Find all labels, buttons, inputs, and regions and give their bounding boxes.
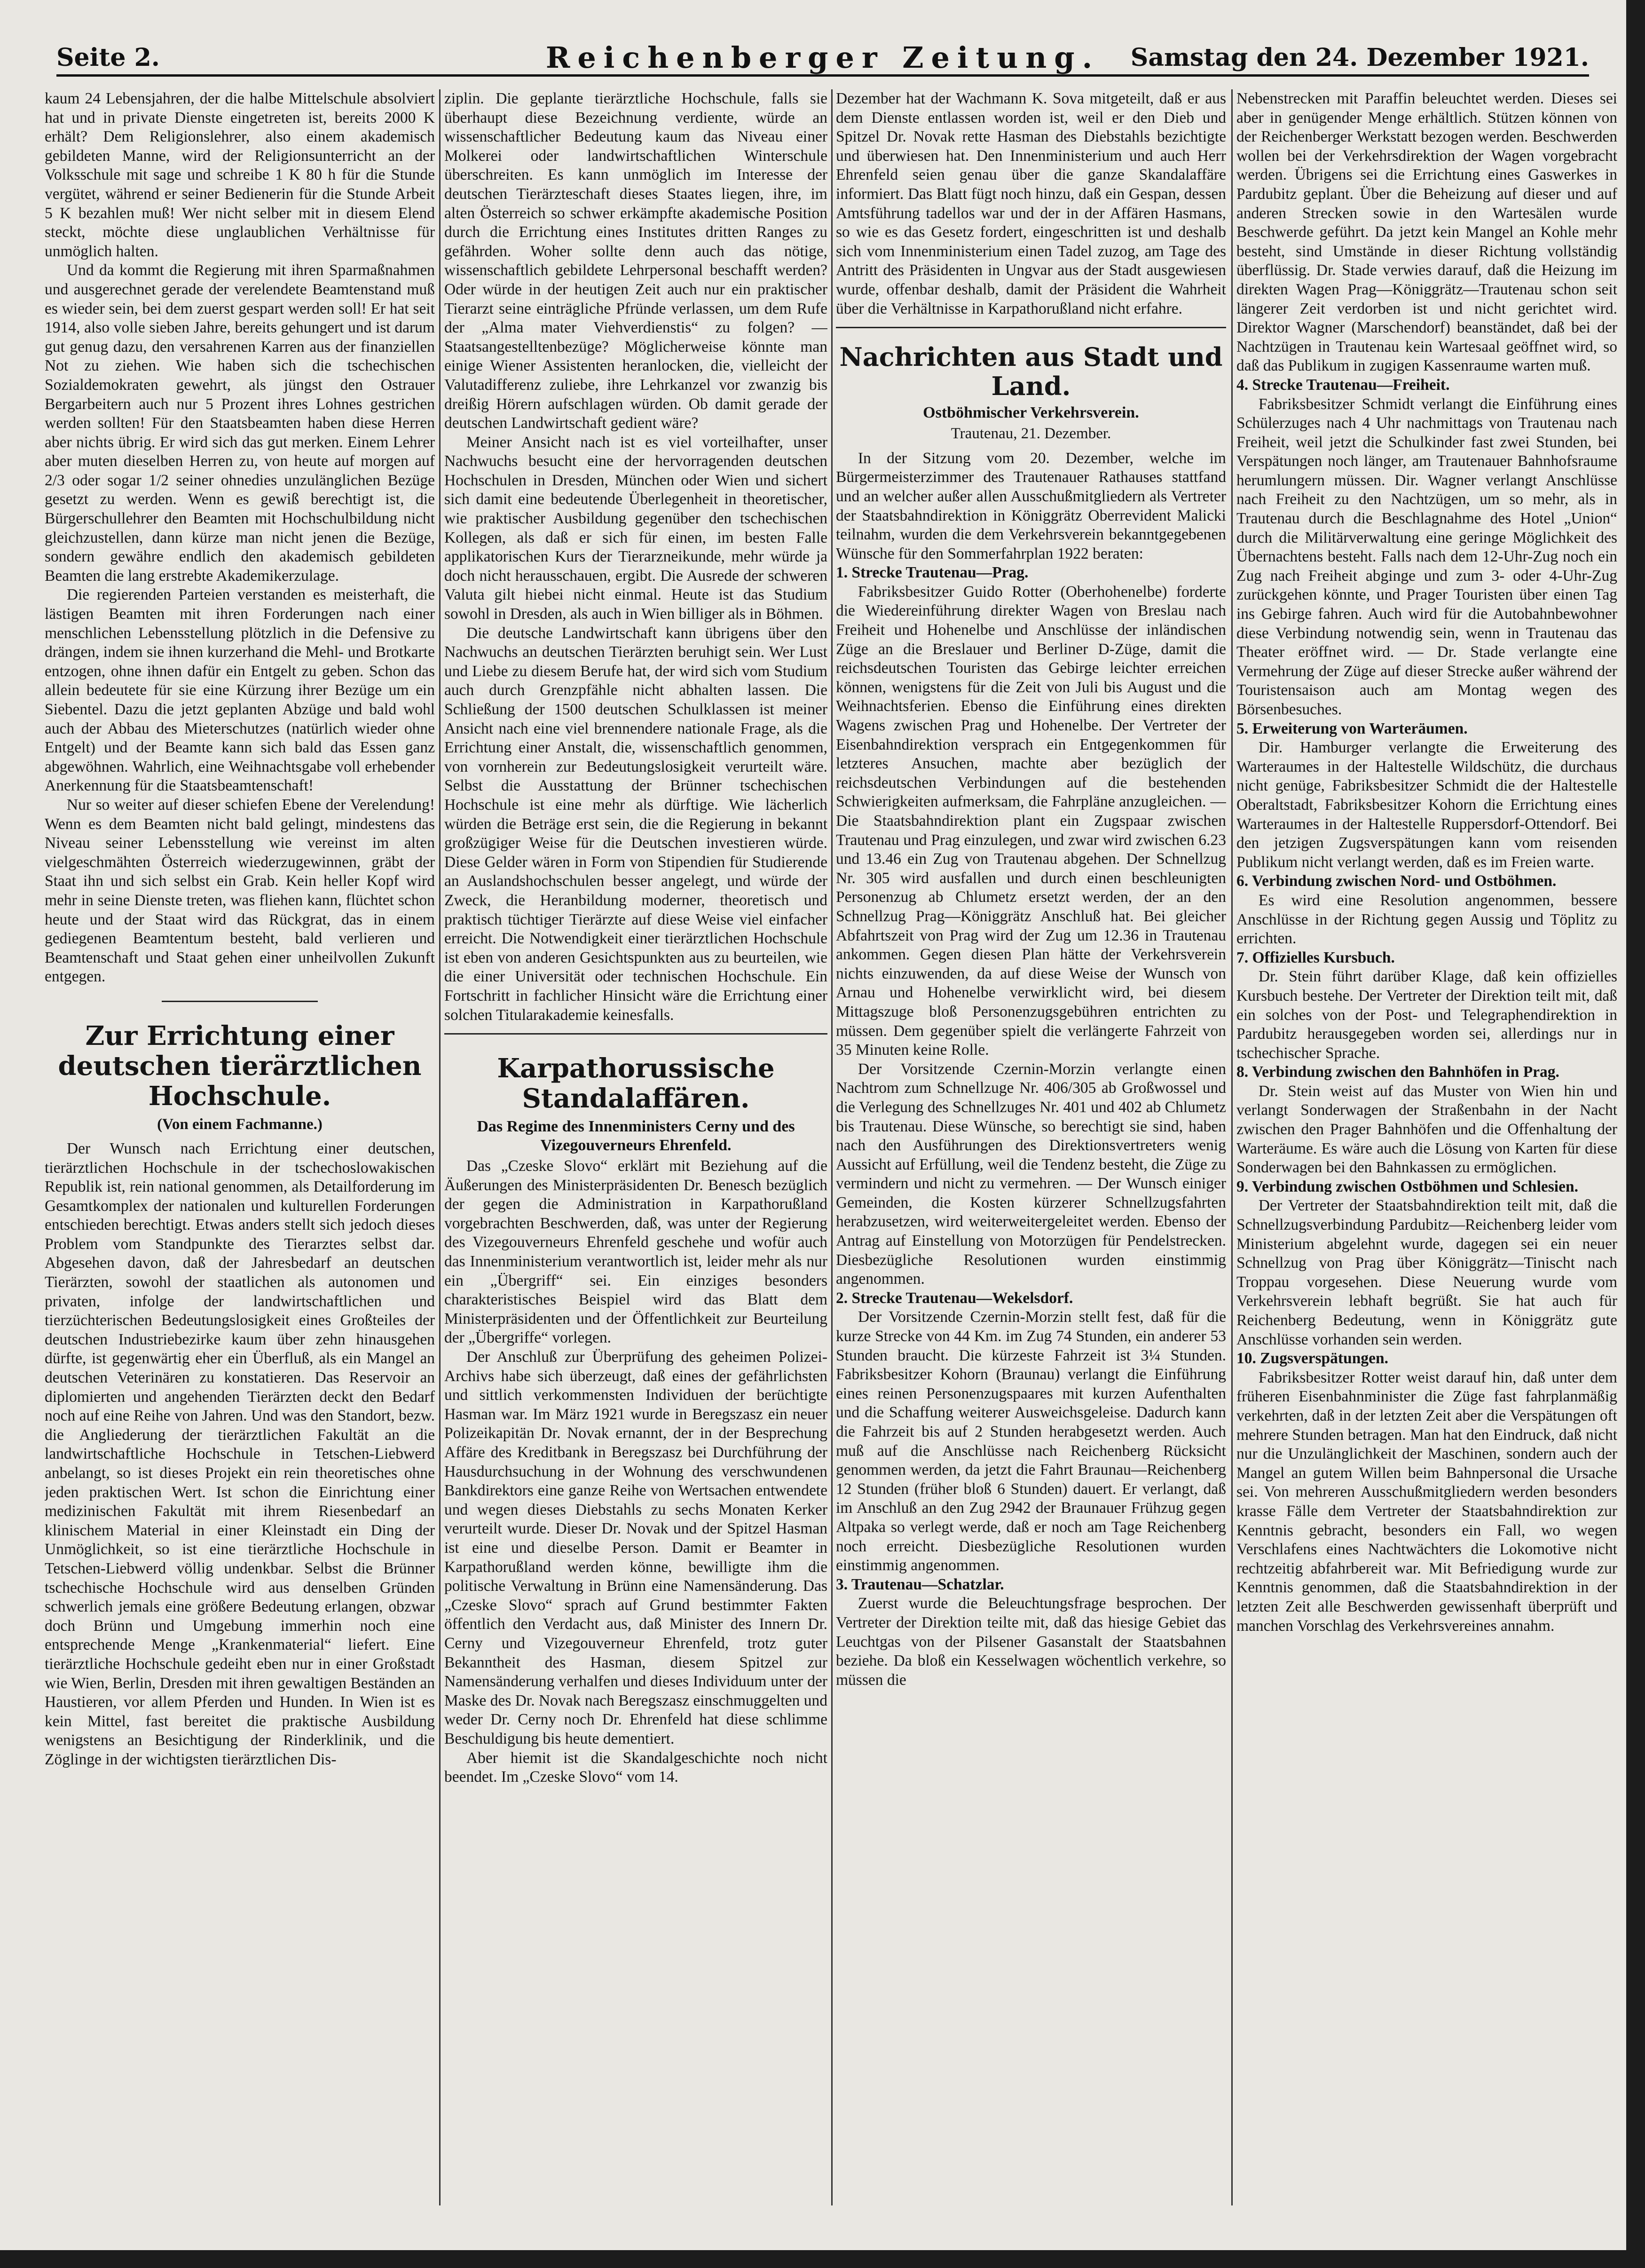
- column-rule: [439, 89, 441, 2205]
- paragraph: Dezember hat der Wachmann K. Sova mitgeteilt, daß er aus dem Dienste entlassen worden ist, weil er den Dieb und Spitzel Dr. Novak rette Hasman des Diebstahls bezichtigte und überwiesen hat. Den Innenministerium und auch Herr Ehrenfeld seien genau über die ganze Skandalaffäre informiert. Das Blatt fügt noch hinzu, daß ein Gespan, dessen Amtsführung tadellos war und der in der Affären Hasmans, so wie es das Gesetz fordert, eingeschritten ist und deshalb sich vom Innenministerium einen Tadel zuzog, am Tage des Antritt des Präsidenten in Ungvar aus der Stadt ausgewiesen wurde, offenbar deshalb, damit der Präsident die Wahrheit über die Verhältnisse in Karpathorußland nicht erfahre.: [836, 90, 1226, 317]
- paragraph: Der Vorsitzende Czernin-Morzin stellt fest, daß für die kurze Strecke von 44 Km. im Zug 74 Stunden, ein anderer 53 Stunden braucht. Die kürzeste Fahrzeit ist 3¼ Stunden. Fabriksbesitzer Kohorn (Braunau) verlangt die Einführung eines reinen Personenzugspaares mit kurzen Aufenthalten und die Schaffung weiterer Ausweichsgeleise. Dadurch kann die Fahrzeit bis auf 2 Stunden herabgesetzt werden. Auch muß auf die Anschlüsse nach Reichenberg Rücksicht genommen werden, da jetzt die Fahrt Braunau—Reichenberg 12 Stunden (früher bloß 6 Stunden) dauert. Er verlangt, daß im Anschluß an den Zug 2942 der Braunauer Frühzug gegen Altpaka so verlegt werde, daß er noch am Tage Reichenberg noch erreicht. Diesbezügliche Resolutionen wurden einstimmig angenommen.: [836, 1308, 1226, 1574]
- separator: [836, 327, 1226, 328]
- item-heading: 8. Verbindung zwischen den Bahnhöfen in Prag.: [1236, 1063, 1559, 1081]
- dateline: Trautenau, 21. Dezember.: [951, 425, 1111, 443]
- item-heading: 7. Offizielles Kursbuch.: [1236, 948, 1395, 966]
- paragraph: Nebenstrecken mit Paraffin beleuchtet werden. Dieses sei aber in genügender Menge erhältlich. Stützen können von der Reichenberger Werkstatt bezogen werden. Beschwerden wollen bei der Verkehrsdirektion der Wagen vorgebracht werden. Übrigens sei die Errichtung eines Gaswerkes in Pardubitz geplant. Über die Beheizung auf dieser und auf anderen Strecken sowie in den Wartesälen wurde Beschwerde geführt. Da jetzt kein Mangel an Kohle mehr besteht, sind Umstände in dieser Richtung vollständig überflüssig. Dr. Stade verwies darauf, daß die Heizung im direkten Wagen Prag—Königgrätz—Trautenau schon seit längerer Zeit verdorben ist und nicht gerichtet wird. Direktor Wagner (Marschendorf) beanständet, daß bei der Nachtzügen in Trautenau kein Wartesaal geöffnet wird, so daß das Publikum in zugigen Kassenraume warten muß.: [1236, 90, 1617, 375]
- paragraph: Der Vertreter der Staatsbahndirektion teilt mit, daß die Schnellzugsverbindung Pardubitz—Reichenberg leider vom Ministerium abgelehnt wurde, dagegen sei ein neuer Schnellzug von Prag über Königgrätz—Tinischt nach Troppau vorgesehen. Diese Neuerung wurde vom Verkehrsverein lebhaft begrüßt. Sie hat auch für Reichenberg Bedeutung, wenn in Königgrätz gute Anschlüsse vorhanden sein werden.: [1236, 1197, 1617, 1348]
- paragraph: Dr. Stein führt darüber Klage, daß kein offizielles Kursbuch bestehe. Der Vertreter der Direktion teilt mit, daß ein solches von der Post- und Telegraphendirektion in Pardubitz herausgegeben worden sei, allerdings nur in tschechischer Sprache.: [1236, 968, 1617, 1062]
- scan-border-bottom: [0, 2250, 1645, 2268]
- paragraph: Fabriksbesitzer Schmidt verlangt die Einführung eines Schülerzuges nach 4 Uhr nachmittags von Trautenau nach Freiheit, weil jetzt die Schulkinder fast zwei Stunden, bei Verspätungen noch länger, am Trautenauer Bahnhofsraume herumlungern müssen. Dir. Wagner verlangt Anschlüsse nach Freiheit zu den Nachtzügen, um so mehr, als in Trautenau durch die Beschlagnahme des Hotel „Union“ durch die Militärverwaltung eine geringe Möglichkeit des Übernachtens besteht. Falls nach dem 12-Uhr-Zug noch ein Zug nach Freiheit abginge und zum 3- oder 4-Uhr-Zug zurückgehen könnte, und Prager Touristen über einen Tag ins Gebirge fahren. Auch wird für die Autobahnbewohner diese Verbindung notwendig sein, wenn in Trautenau das Theater eröffnet wird. — Dr. Stade verlangte eine Vermehrung der Züge auf dieser Strecke außer während der Touristensaison auch am Montag wegen des Börsenbesuches.: [1236, 395, 1617, 718]
- article-byline: (Von einem Fachmanne.): [157, 1115, 323, 1133]
- paragraph: Dir. Hamburger verlangte die Erweiterung des Warteraumes in der Haltestelle Wildschütz, die durchaus nicht genüge, Fabriksbesitzer Schmidt die der Haltestelle Oberaltstadt, Fabriksbesitzer Kohorn die Errichtung eines Warteraumes in der Haltestelle Ruppersdorf-Ottendorf. Bei den jetzigen Zugsverspätungen kann vom reisenden Publikum nicht verlangt werden, daß es im Freien warte.: [1236, 739, 1617, 871]
- item-heading: 9. Verbindung zwischen Ostböhmen und Schlesien.: [1236, 1177, 1578, 1195]
- paragraph: Aber hiemit ist die Skandalgeschichte noch nicht beendet. Im „Czeske Slovo“ vom 14.: [444, 1749, 827, 1786]
- separator: [162, 1001, 318, 1002]
- page-header: [56, 41, 1589, 77]
- paragraph: Nur so weiter auf dieser schiefen Ebene der Verelendung! Wenn es dem Beamten nicht bald gelingt, mindestens das Niveau seiner Lebensstellung wie vereinst im alten vielgeschmähten Österreich wiederzugewinnen, gräbt der Staat ihn und sich selbst ein Grab. Kein heller Kopf wird mehr in seine Dienste treten, was fliehen kann, flüchtet schon heute und der Staat wird das Rückgrat, das in einem gediegenen Beamtentum besteht, bald verlieren und Beamtenschaft und Staat gehen einer unheilvollen Zukunft entgegen.: [45, 796, 435, 986]
- paragraph: Das „Czeske Slovo“ erklärt mit Beziehung auf die Äußerungen des Ministerpräsidenten Dr. Benesch bezüglich der gegen die Administration in Karpathorußland vorgebrachten Beschwerden, daß, was unter der Regierung des Vizegouverneurs Ehrenfeld geschehe und wofür auch das Innenministerium verantwortlich ist, leider mehr als nur ein „Übergriff“ sei. Ein einziges besonders charakteristisches Beispiel wird das Blatt dem Ministerpräsidenten und der Öffentlichkeit zur Beurteilung der „Übergriffe“ vorlegen.: [444, 1157, 827, 1347]
- section-subheadline: Ostböhmischer Verkehrsverein.: [923, 404, 1139, 422]
- column-rule: [831, 89, 833, 2205]
- column-2: [444, 89, 827, 2215]
- paragraph: Fabriksbesitzer Guido Rotter (Oberhohenelbe) forderte die Wiedereinführung direkter Wagen von Breslau nach Freiheit und Hohenelbe und Anschlüsse der inländischen Züge an die Breslauer und Berliner D-Züge, damit die reichsdeutschen Touristen das Gebirge leichter erreichen können, wenigstens für die Zeit von Juli bis August und die Weihnachtsferien. Ebenso die Einführung eines direkten Wagens zwischen Prag und Hohenelbe. Der Vertreter der Eisenbahndirektion versprach ein Entgegenkommen für letzteres Ansuchen, machte aber bezüglich der reichsdeutschen Verbindungen auf die bestehenden Schwierigkeiten aufmerksam, die Fahrpläne anzugleichen. — Die Staatsbahndirektion plant ein Zugspaar zwischen Trautenau und Prag einzulegen, und zwar wird zwischen 6.23 und 13.46 ein Zug von Trautenau abgehen. Der Schnellzug Nr. 305 wird ausfallen und durch einen beschleunigten Personenzug ab Chlumetz ersetzt werden, der an den Schnellzug Prag—Königgrätz Anschluß hat. Bei gleicher Abfahrtszeit von Prag wird der Zug um 12.36 in Trautenau ankommen. Gegen diesen Plan hätte der Verkehrsverein nichts einzuwenden, da auf diese Weise der Wunsch von Arnau und Hohenelbe verwirklicht wird, bei diesem Mittagszuge bloß Personenzugsgebühren entrichten zu müssen. Dem gegenüber spielt die verlängerte Fahrzeit von 35 Minuten keine Rolle.: [836, 583, 1226, 1059]
- paragraph: Die regierenden Parteien verstanden es meisterhaft, die lästigen Beamten mit ihren Forderungen nach einer menschlichen Lebensstellung plötzlich in die Defensive zu drängen, indem sie ihnen kurzerhand die Mehl- und Brotkarte entzogen, ohne ihnen dafür ein Entgelt zu geben. Schon das allein bedeutete für sie eine Kürzung ihrer Bezüge um ein Siebentel. Dazu die jetzt geplanten Abzüge und bald wohl auch der Abbau des Mieterschutzes (natürlich wieder ohne Entgelt) und der Beamte kann sich bald das Essen ganz abgewöhnen. Wahrlich, eine Weihnachtsgabe voll erhebender Anerkennung für die Staatsbeamtenschaft!: [45, 586, 435, 795]
- item-heading: 5. Erweiterung von Warteräumen.: [1236, 719, 1468, 737]
- item-heading: 2. Strecke Trautenau—Wekelsdorf.: [836, 1289, 1073, 1307]
- masthead: Reichenberger Zeitung.: [545, 40, 1100, 75]
- paragraph: ziplin. Die geplante tierärztliche Hochschule, falls sie überhaupt diese Bezeichnung verdiente, würde an wissenschaftlicher Bedeutung kaum das Niveau einer Molkerei oder landwirtschaftlichen Winterschule überschreiten. Es kann unmöglich im Interesse der deutschen Tierärzteschaft dieses Staates liegen, ihre, im alten Österreich so schwer erkämpfte akademische Position durch die Errichtung eines Institutes dritten Ranges zu gefährden. Woher sollte denn auch das nötige, wissenschaftlich gebildete Lehrpersonal beschafft werden? Oder würde in der heutigen Zeit auch nur ein praktischer Tierarzt seine einträgliche Pfründe verlassen, um dem Rufe der „Alma mater Viehverdienstis“ zu folgen? — Staatsangestelltenbezüge? Möglicherweise könnte man einige Wiener Assistenten heranlocken, die, vielleicht der Valutadifferenz zuliebe, ihre Lehrkanzel vor zwanzig bis dreißig Hörern aufschlagen würden. Ob damit gerade der deutschen Landwirtschaft gedient wäre?: [444, 90, 827, 432]
- paragraph: Es wird eine Resolution angenommen, bessere Anschlüsse in der Richtung gegen Aussig und Töplitz zu errichten.: [1236, 891, 1617, 948]
- article-headline: Zur Errichtung einer deutschen tierärztlichen Hochschule.: [58, 1020, 422, 1112]
- item-heading: 6. Verbindung zwischen Nord- und Ostböhmen.: [1236, 872, 1557, 890]
- item-heading: 4. Strecke Trautenau—Freiheit.: [1236, 376, 1450, 394]
- column-3: [836, 89, 1226, 2215]
- paragraph: Dr. Stein weist auf das Muster von Wien hin und verlangt Sonderwagen der Straßenbahn in der Nacht zwischen den Prager Bahnhöfen und die Offenhaltung der Warteräume. Es wäre auch die Lösung von Karten für diese Sonderwagen bei den Bahnkassen zu ermöglichen.: [1236, 1082, 1617, 1177]
- item-heading: 3. Trautenau—Schatzlar.: [836, 1575, 1004, 1593]
- column-1: [45, 89, 435, 2215]
- paragraph: Fabriksbesitzer Rotter weist darauf hin, daß unter dem früheren Eisenbahnminister die Züge fast fahrplanmäßig verkehrten, daß in der letzten Zeit aber die Verspätungen oft mehrere Stunden betragen. Man hat den Eindruck, daß nicht nur die Unzulänglichkeit der Maschinen, sondern auch der Mangel an gutem Willen beim Bahnpersonal die Ursache sei. Von mehreren Ausschußmitgliedern werden besonders krasse Fälle dem Vertreter der Staatsbahndirektion zur Kenntnis gebracht, besonders ein Fall, wo wegen Verschlafens eines Nachtwächters die Lokomotive nicht rechtzeitig abfahrbereit war. Mit Befriedigung wurde zur Kenntnis genommen, daß die Staatsbahndirektion in der letzten Zeit alle Beschwerden gewissenhaft überprüft und manchen Vorschlag des Verkehrsvereines annahm.: [1236, 1368, 1617, 1635]
- paragraph: Meiner Ansicht nach ist es viel vorteilhafter, unser Nachwuchs besucht eine der hervorragenden deutschen Hochschulen in Dresden, München oder Wien und sichert sich damit eine bedeutende Überlegenheit in theoretischer, wie praktischer Ausbildung gegenüber den tschechischen Kollegen, als daß er sich für einen, im besten Falle applikatorischen Kurs der Tierarzneikunde, mehr würde ja doch nicht herausschauen, ergibt. Die Ausrede der schweren Valuta gilt hiebei nicht einmal. Heute ist das Studium sowohl in Dresden, als auch in Wien billiger als in Böhmen.: [444, 433, 827, 623]
- paragraph: Der Vorsitzende Czernin-Morzin verlangte einen Nachtrom zum Schnellzuge Nr. 406/305 ab Großwossel und die Verlegung des Schnellzuges Nr. 401 und 402 ab Chlumetz bis Trautenau. Diese Wünsche, so berechtigt sie sind, haben nach den Ausführungen des Direktionsvertreters wenig Aussicht auf Erfüllung, weil die Tendenz besteht, die Züge zu vermindern und nicht zu vermehren. — Der Wunsch einiger Gemeinden, die Kosten kürzerer Schnellzugsfahrten herabzusetzen, wird weiterweitergeleitet werden. Ebenso der Antrag auf Einstellung von Motorzügen für Pendelstrecken. Diesbezügliche Resolutionen wurden einstimmig angenommen.: [836, 1060, 1226, 1288]
- paragraph: kaum 24 Lebensjahren, der die halbe Mittelschule absolviert hat und in private Dienste eingetreten ist, bereits 2000 K erhält? Dem Religionslehrer, also einem akademisch gebildeten Manne, wird der Religionsunterricht an der Volksschule mit sage und schreibe 1 K 80 h für die Stunde vergütet, während er seiner Bedienerin für die Stunde Arbeit 5 K bezahlen muß! Wer nicht selber mit in diesem Elend steckt, möchte diese unglaublichen Verhältnisse für unmöglich halten.: [45, 90, 435, 260]
- paragraph: Der Anschluß zur Überprüfung des geheimen Polizei-Archivs habe sich überzeugt, daß eines der gefährlichsten und sittlich verkommensten Individuen der berüchtigte Hasman war. Im März 1921 wurde in Beregszasz ein neuer Polizeikapitän Dr. Novak ernannt, der in der Besprechung Affäre des Kreditbank in Beregszasz bei Durchführung der Hausdurchsuchung in der Wohnung des verschwundenen Bankdirektors eine ganze Reihe von Wertsachen entwendete und wegen dieses Diebstahls zu sechs Monaten Kerker verurteilt wurde. Dieser Dr. Novak und der Spitzel Hasman ist eine und dieselbe Person. Damit er Beamter in Karpathorußland werden könne, bewilligte ihm die politische Verwaltung in Brünn eine Namensänderung. Das „Czeske Slovo“ sprach auf Grund bestimmter Fakten öffentlich den Verdacht aus, daß Minister des Innern Dr. Cerny und Vizegouverneur Ehrenfeld, trotz guter Bekanntheit des Hasman, diesem Spitzel zur Namensänderung verhalfen und dieses Individuum unter der Maske des Dr. Novak nach Beregszasz einschmuggelten und weder Dr. Cerny noch Dr. Ehrenfeld hat diese schlimme Beschuldigung bis heute dementiert.: [444, 1348, 827, 1747]
- item-heading: 10. Zugsverspätungen.: [1236, 1350, 1388, 1367]
- paragraph: Der Wunsch nach Errichtung einer deutschen, tierärztlichen Hochschule in der tschechoslowakischen Republik ist, rein national genommen, als Detailforderung im Gesamtkomplex der nationalen und kulturellen Forderungen entschieden berechtigt. Etwas anders stellt sich jedoch dieses Problem vom Standpunkte des Tierarztes selbst dar. Abgesehen davon, daß der Jahresbedarf an deutschen Tierärzten, sowohl der staatlichen als autonomen und privaten, infolge der landwirtschaftlichen und tierzüchterischen Bedeutungslosigkeit eines Großteiles der deutschen Industriebezirke kaum über zehn hinausgehen dürfte, ist gegenwärtig eher ein Überfluß, als ein Mangel an deutschen Veterinären zu konstatieren. Das Reservoir an diplomierten und angehenden Tierärzten deckt den Bedarf noch auf eine Reihe von Jahren. Und was den Standort, bezw. die Angliederung der tierärztlichen Fakultät an die landwirtschaftliche Hochschule in Tetschen-Liebwerd anbelangt, so ist dieses Projekt ein rein theoretisches ohne jeden praktischen Wert. Ist schon die Einrichtung einer medizinischen Fakultät mit ihrem Riesenbedarf an klinischem Material in einer Kleinstadt ein Ding der Unmöglichkeit, so ist eine tierärztliche Hochschule in Tetschen-Liebwerd völlig undenkbar. Selbst die Brünner tschechische Hochschule wird aus denselben Gründen schwerlich jemals eine größere Bedeutung erlangen, obzwar doch Brünn und Umgebung immerhin noch eine entsprechende Menge „Krankenmaterial“ liefert. Eine tierärztliche Hochschule gedeiht eben nur in einer Großstadt wie Wien, Berlin, Dresden mit ihren gewaltigen Beständen an Haustieren, vor allem Pferden und Hunden. In Wien ist es kein Mittel, fast bereitet die praktische Ausbildung wenigstens an Besichtigung der Rinderklinik, und die Zöglinge in der wichtigsten tierärztlichen Dis-: [45, 1139, 435, 1768]
- column-rule: [1231, 89, 1233, 2205]
- separator: [444, 1033, 827, 1035]
- article-subheadline: Das Regime des Innenministers Cerny und des Vizegouverneurs Ehrenfeld.: [477, 1118, 795, 1154]
- column-4: [1236, 89, 1617, 2215]
- section-headline: Nachrichten aus Stadt und Land.: [839, 342, 1223, 402]
- item-heading: 1. Strecke Trautenau—Prag.: [836, 564, 1029, 582]
- article-headline: Karpathorussische Standalaffären.: [497, 1053, 775, 1114]
- paragraph: In der Sitzung vom 20. Dezember, welche im Bürgermeisterzimmer des Trautenauer Rathauses stattfand und an welcher außer allen Ausschußmitgliedern als Vertreter der Staatsbahndirektion in Königgrätz Oberrevident Malicki teilnahm, wurden die dem Verkehrsverein bekanntgegebenen Wünsche für den Sommerfahrplan 1922 beraten:: [836, 449, 1226, 562]
- page-number: Seite 2.: [56, 43, 160, 72]
- paragraph: Zuerst wurde die Beleuchtungsfrage besprochen. Der Vertreter der Direktion teilte mit, daß das hiesige Gebiet das Leuchtgas von der Pilsener Gasanstalt der Staatsbahnen beziehe. Da bloß ein Kesselwagen wöchentlich verkehre, so müssen die: [836, 1595, 1226, 1689]
- issue-date: Samstag den 24. Dezember 1921.: [1130, 43, 1589, 72]
- paragraph: Die deutsche Landwirtschaft kann übrigens über den Nachwuchs an deutschen Tierärzten beruhigt sein. Wer Lust und Liebe zu diesem Berufe hat, der wird sich vom Studium auch durch Grenzpfähle nicht abhalten lassen. Die Schließung der 1500 deutschen Schulklassen ist meiner Ansicht nach eine viel brennendere nationale Frage, als die Errichtung einer Anstalt, die, wissenschaftlich genommen, von vornherein zur Bedeutungslosigkeit verurteilt wäre. Selbst die Ausstattung der Brünner tschechischen Hochschule ist eine mehr als dürftige. Wie lächerlich würden die Beträge erst sein, die die Regierung in bekannt großzügiger Weise für die Deutschen investieren würde. Diese Gelder wären in Form von Stipendien für Studierende an Auslandshochschulen besser angelegt, und würde der Zweck, die Heranbildung moderner, theoretisch und praktisch tüchtiger Tierärzte auf diese Weise viel einfacher erreicht. Die Notwendigkeit einer tierärztlichen Hochschule ist eben von anderen Gesichtspunkten aus zu beurteilen, wie die einer Universität oder technischen Hochschule. Ein Fortschritt in fachlicher Hinsicht wäre die Errichtung einer solchen Titularakademie keinesfalls.: [444, 624, 827, 1024]
- paragraph: Und da kommt die Regierung mit ihren Sparmaßnahmen und ausgerechnet gerade der verelendete Beamtenstand muß es wieder sein, bei dem zuerst gespart werden soll! Er hat seit 1914, also volle sieben Jahre, bereits gehungert und ist darum gut genug dazu, den versahrenen Karren aus der finanziellen Not zu ziehen. Wie haben sich die tschechischen Sozialdemokraten gewehrt, als jüngst den Ostrauer Bergarbeitern auch nur 5 Prozent ihres Lohnes gestrichen werden sollten! Für den Staatsbeamten haben diese Herren aber nichts übrig. Er wird sich das gut merken. Einem Lehrer aber muten dieselben Herren zu, von heute auf morgen auf 2/3 oder sogar 1/2 seiner ohnedies unzulänglichen Bezüge gesetzt zu werden. Wenn es gewiß berechtigt ist, die Bürgerschullehrer den Beamten mit Hochschulbildung nicht gleichzustellen, dann kürze man nicht jenen die Bezüge, sondern gewähre endlich den akademisch gebildeten Beamten die lang erstrebte Akademikerzulage.: [45, 261, 435, 585]
- scan-border-right: [1626, 0, 1645, 2268]
